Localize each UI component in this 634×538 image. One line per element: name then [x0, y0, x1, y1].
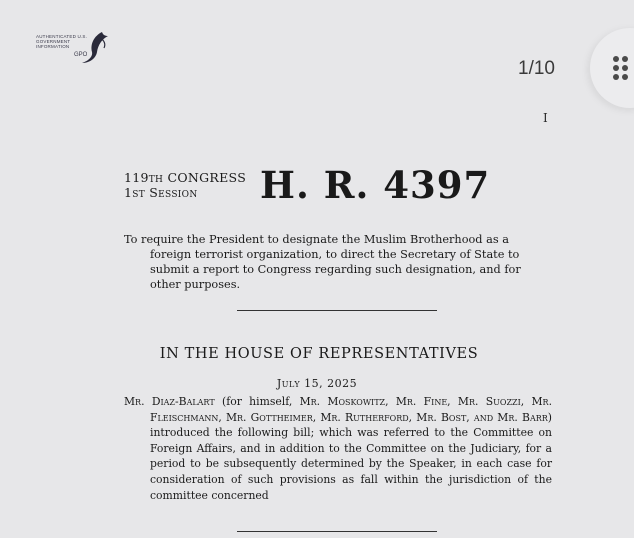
- cosponsors-intro: (for himself,: [221, 395, 300, 408]
- introduction-date: July 15, 2025: [276, 377, 358, 390]
- divider-bottom: [237, 531, 437, 532]
- referral-text: ) introduced the following bill; which was referred to the Committee on Foreign Affairs, and in addition to the Committee on the Judiciary, for a period to be subsequently determined by the Speaker, in each case for consideration of such provisions as fall within the jurisdiction of the committee concerned: [150, 410, 552, 502]
- logo-gpo-label: GPO: [74, 52, 88, 58]
- cosponsors: Mr. Moskowitz, Mr. Fine, Mr. Suozzi, Mr. Fleischmann, Mr. Gottheimer, Mr. Rutherford, Mr. Bost, and Mr. Barr: [150, 395, 553, 424]
- purpose-text: To require the President to designate the Muslim Brotherhood as a foreign terrorist organization, to direct the Secretary of State to submit a report to Congress regarding such designation, and for other purposes.: [124, 233, 521, 291]
- grid-dots-icon[interactable]: [613, 56, 627, 82]
- eagle-icon: [80, 30, 110, 66]
- gpo-authentication-logo: [36, 30, 116, 70]
- sponsor: Mr. Diaz-Balart: [124, 395, 215, 408]
- page-marker: I: [543, 111, 548, 125]
- bill-number: H. R. 4397: [260, 163, 491, 207]
- page-counter: 1/10: [518, 58, 555, 79]
- congress-session: [124, 170, 246, 200]
- session-number: 1st Session: [124, 185, 198, 200]
- divider-top: [237, 310, 437, 311]
- chamber-heading: IN THE HOUSE OF REPRESENTATIVES: [159, 346, 479, 362]
- bill-purpose: [124, 232, 552, 292]
- logo-text: AUTHENTICATED U.S. GOVERNMENT INFORMATION: [36, 34, 88, 49]
- congress-number: 119th CONGRESS: [124, 170, 247, 185]
- introduction-paragraph: [124, 394, 552, 503]
